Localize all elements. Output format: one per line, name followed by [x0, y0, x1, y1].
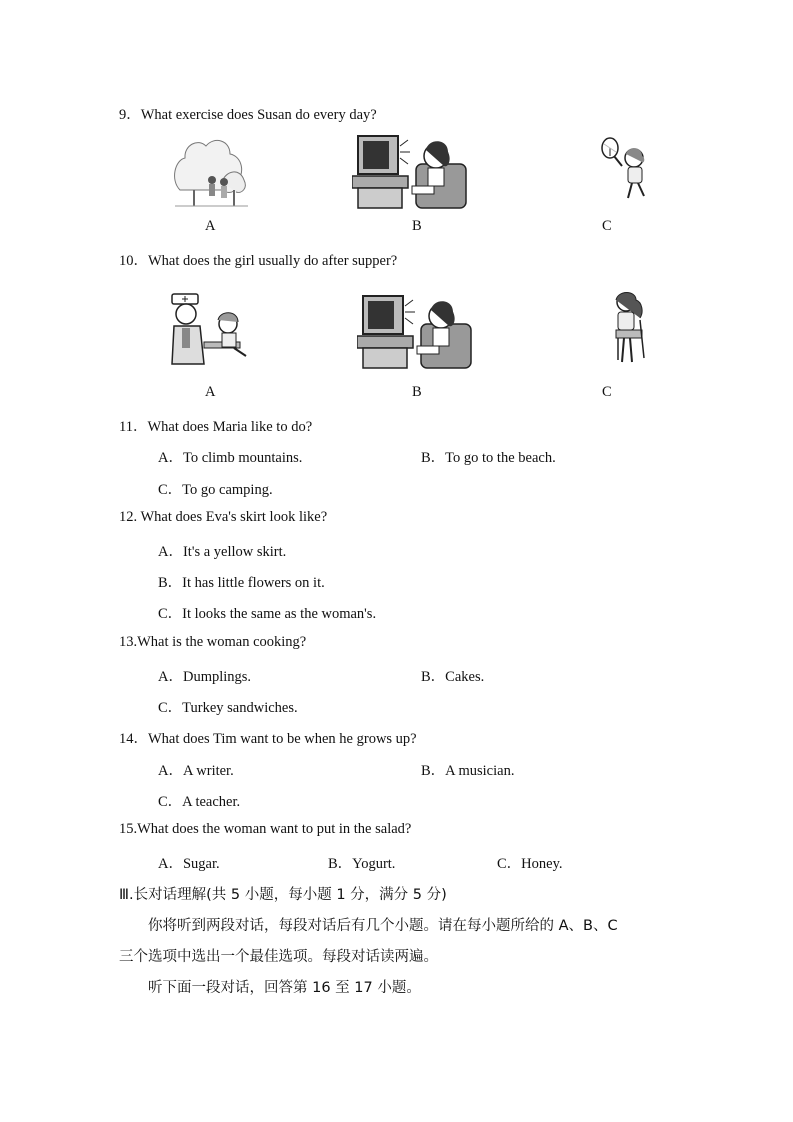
- girl-watching-tv-icon: [357, 290, 475, 370]
- q13-option-a: A．Dumplings.: [158, 669, 252, 685]
- girl-playing-tennis-icon: [598, 134, 658, 204]
- girl-sitting-on-chair-icon: [604, 290, 654, 366]
- question-9-text: 9．What exercise does Susan do every day?: [119, 107, 377, 123]
- q14-option-a: A．A writer.: [158, 763, 234, 779]
- q11-option-c: C．To go camping.: [158, 482, 273, 498]
- question-14-text: 14．What does Tim want to be when he grows up?: [119, 731, 417, 747]
- section-3-heading: Ⅲ.长对话理解(共 5 小题，每小题 1 分，满分 5 分): [119, 887, 447, 903]
- q10-option-c-label: C: [602, 384, 612, 400]
- question-15-text: 15.What does the woman want to put in the salad?: [119, 821, 412, 837]
- q15-option-c: C．Honey.: [497, 856, 563, 872]
- q11-option-b: B．To go to the beach.: [421, 450, 556, 466]
- question-11-text: 11．What does Maria like to do?: [119, 419, 313, 435]
- question-12-text: 12. What does Eva's skirt look like?: [119, 509, 328, 525]
- section-3-instruction-line-1: 你将听到两段对话，每段对话后有几个小题。请在每小题所给的 A、B、C: [148, 918, 618, 934]
- q14-option-c: C．A teacher.: [158, 794, 241, 810]
- section-3-instruction-line-2: 三个选项中选出一个最佳选项。每段对话读两遍。: [119, 949, 438, 965]
- doctor-and-child-icon: [168, 290, 252, 370]
- q9-option-a-label: A: [205, 218, 216, 234]
- listen-prompt: 听下面一段对话，回答第 16 至 17 小题。: [148, 980, 421, 996]
- q13-option-c: C．Turkey sandwiches.: [158, 700, 298, 716]
- q11-option-a: A．To climb mountains.: [158, 450, 303, 466]
- q12-option-b: B．It has little flowers on it.: [158, 575, 325, 591]
- q15-option-b: B．Yogurt.: [328, 856, 396, 872]
- question-13-text: 13.What is the woman cooking?: [119, 634, 307, 650]
- people-under-trees-icon: [170, 130, 250, 210]
- q10-option-b-label: B: [412, 384, 422, 400]
- q9-option-b-label: B: [412, 218, 422, 234]
- q14-option-b: B．A musician.: [421, 763, 515, 779]
- q12-option-c: C．It looks the same as the woman's.: [158, 606, 377, 622]
- question-10-text: 10．What does the girl usually do after supper?: [119, 253, 398, 269]
- q13-option-b: B．Cakes.: [421, 669, 485, 685]
- q15-option-a: A．Sugar.: [158, 856, 220, 872]
- q12-option-a: A．It's a yellow skirt.: [158, 544, 287, 560]
- girl-watching-tv-icon: [352, 130, 470, 210]
- q9-option-c-label: C: [602, 218, 612, 234]
- q10-option-a-label: A: [205, 384, 216, 400]
